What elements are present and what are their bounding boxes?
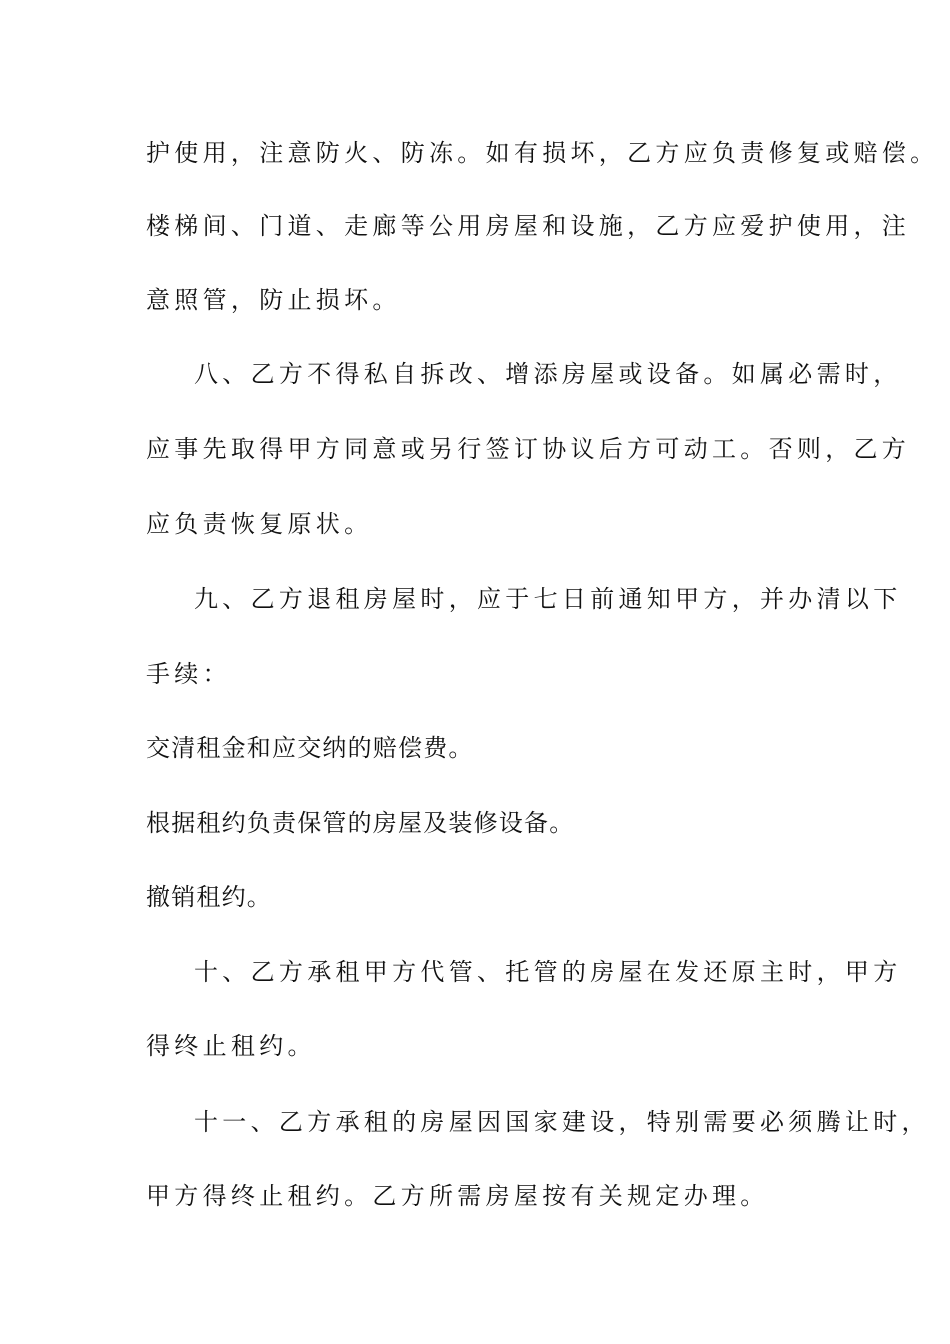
paragraph-9-line-1: 九、乙方退租房屋时，应于七日前通知甲方，并办清以下 bbox=[194, 585, 902, 613]
paragraph-11-line-1: 十一、乙方承租的房屋因国家建设，特别需要必须腾让时， bbox=[194, 1108, 930, 1136]
paragraph-9-line-2: 手续： bbox=[146, 660, 231, 688]
list-item-1: 交清租金和应交纳的赔偿费。 bbox=[146, 734, 474, 762]
text-line-3: 意照管，防止损坏。 bbox=[146, 286, 401, 314]
paragraph-8-line-2: 应事先取得甲方同意或另行签订协议后方可动工。否则，乙方 bbox=[146, 435, 911, 463]
text-line-2: 楼梯间、门道、走廊等公用房屋和设施，乙方应爱护使用，注 bbox=[146, 212, 911, 240]
paragraph-8-line-1: 八、乙方不得私自拆改、增添房屋或设备。如属必需时， bbox=[194, 360, 902, 388]
paragraph-11-line-2: 甲方得终止租约。乙方所需房屋按有关规定办理。 bbox=[146, 1182, 769, 1210]
text-line-1: 护使用，注意防火、防冻。如有损坏，乙方应负责修复或赔偿。 bbox=[146, 139, 939, 167]
list-item-3: 撤销租约。 bbox=[146, 883, 272, 911]
list-item-2: 根据租约负责保管的房屋及装修设备。 bbox=[146, 809, 575, 837]
paragraph-8-line-3: 应负责恢复原状。 bbox=[146, 510, 373, 538]
paragraph-10-line-1: 十、乙方承租甲方代管、托管的房屋在发还原主时，甲方 bbox=[194, 958, 902, 986]
paragraph-10-line-2: 得终止租约。 bbox=[146, 1032, 316, 1060]
